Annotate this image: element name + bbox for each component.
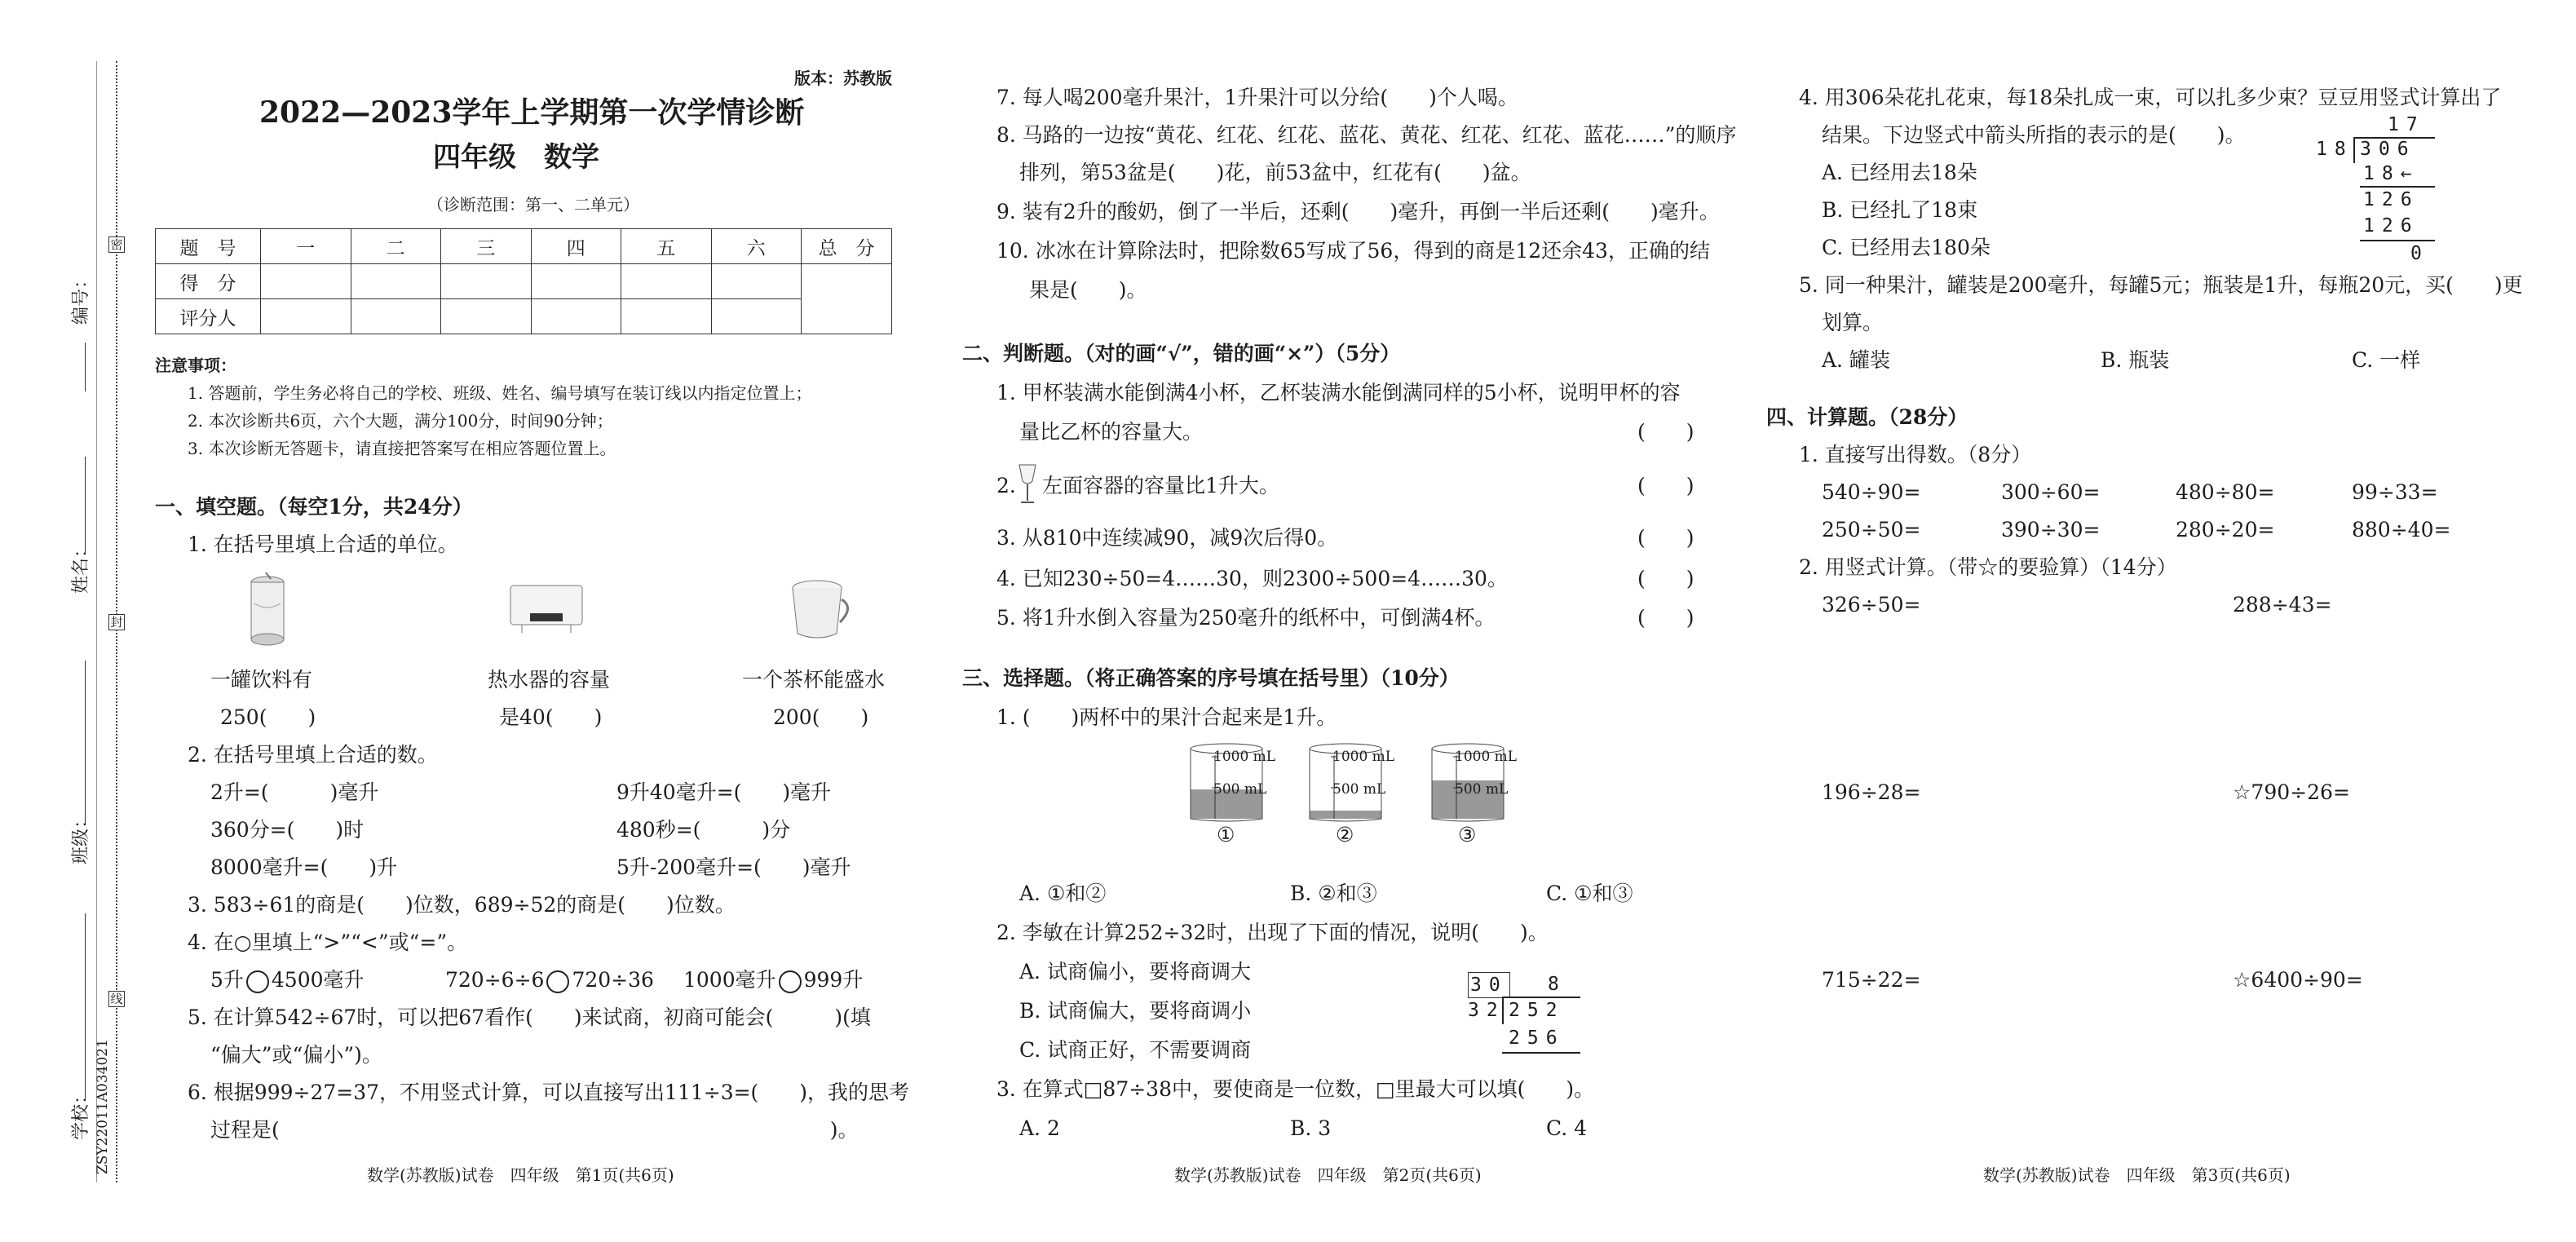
score-col: 一 — [261, 229, 351, 264]
note-item: 1. 答题前，学生务必将自己的学校、班级、姓名、编号填写在装订线以内指定位置上； — [188, 383, 812, 403]
grader-cell[interactable] — [621, 299, 712, 334]
grader-cell[interactable] — [531, 299, 621, 334]
judge-bracket[interactable]: ( ) — [1637, 606, 1695, 630]
beaker-number: ① — [1217, 823, 1235, 846]
ld-divisor: 18 — [2316, 139, 2353, 160]
beaker-number: ③ — [1458, 823, 1477, 846]
s1-q6-line1[interactable]: 6. 根据999÷27=37，不用竖式计算，可以直接写出111÷3=( )，我的思考 — [188, 1081, 910, 1104]
ld-bracket-side — [1502, 997, 1504, 1024]
s3-q4-line1: 4. 用306朵花扎花束，每18朵扎成一束，可以扎多少束？豆豆用竖式计算出了 — [1799, 86, 2502, 109]
s1-q1-item-value[interactable]: 200( ) — [773, 705, 869, 729]
ld-row: 18← — [2363, 163, 2419, 184]
ld-bracket-side — [2353, 137, 2355, 163]
beaker-top-label: 1000 mL — [1213, 749, 1276, 765]
binding-seal-mi: 密 — [108, 236, 125, 253]
score-col-header: 题 号 — [156, 229, 261, 264]
s1-q1-item-value[interactable]: 是40( ) — [499, 705, 603, 729]
s1-q5-line1[interactable]: 5. 在计算542÷67时，可以把67看作( )来试商，初商可能会( )(填 — [188, 1006, 871, 1029]
ld-divisor: 32 — [1468, 1000, 1505, 1021]
s2-q3: 3. 从810中连续减90，减9次后得0。 — [996, 526, 1338, 550]
grader-row-label: 评分人 — [156, 299, 261, 334]
class-label: 班级： — [71, 810, 91, 864]
ld-underline — [2360, 186, 2435, 188]
s3-q2-option[interactable]: B. 试商偏大，要将商调小 — [1019, 999, 1252, 1023]
s1-q6-line2[interactable]: 过程是( )。 — [210, 1118, 859, 1142]
note-item: 2. 本次诊断共6页，六个大题，满分100分，时间90分钟； — [188, 411, 613, 431]
s3-q3-option[interactable]: B. 3 — [1290, 1116, 1332, 1140]
binding-seal-feng: 封 — [108, 614, 125, 630]
judge-bracket[interactable]: ( ) — [1637, 526, 1695, 550]
beaker-mid-label: 500 mL — [1213, 781, 1267, 798]
score-col: 四 — [531, 229, 621, 264]
grader-cell[interactable] — [711, 299, 802, 334]
class-line[interactable] — [85, 661, 86, 824]
ld-row: 126 — [2363, 215, 2419, 236]
s3-q2-option[interactable]: A. 试商偏小，要将商调大 — [1019, 960, 1251, 983]
section-1-title: 一、填空题。（每空1分，共24分） — [155, 495, 473, 519]
page-footer: 数学(苏教版)试卷 四年级 第1页(共6页) — [367, 1165, 674, 1185]
ld-underline — [2360, 240, 2435, 241]
ld-boxed-30: 30 — [1468, 972, 1510, 998]
s3-q3-text: 3. 在算式□87÷38中，要使商是一位数，□里最大可以填( )。 — [996, 1077, 1595, 1101]
compare-right: 999升 — [803, 968, 864, 992]
s2-q1-line1: 1. 甲杯装满水能倒满4小杯，乙杯装满水能倒满同样的5小杯，说明甲杯的容 — [996, 381, 1681, 404]
ld-quotient: 17 — [2388, 114, 2425, 135]
ld-row: 0 — [2410, 243, 2429, 264]
ld-product: 256 — [1509, 1028, 1565, 1049]
notes-title: 注意事项： — [155, 356, 236, 375]
compare-left: 1000毫升 — [683, 968, 776, 992]
compare-circle[interactable] — [779, 970, 802, 993]
score-cell[interactable] — [351, 264, 441, 299]
tea-cup-image — [783, 575, 856, 648]
s3-q5-option[interactable]: B. 瓶装 — [2101, 348, 2170, 372]
s4-q1: 1. 直接写出得数。（8分） — [1799, 443, 2032, 466]
s3-q4-option[interactable]: C. 已经用去180朵 — [1822, 236, 1991, 259]
s3-q4-line2[interactable]: 结果。下边竖式中箭头所指的表示的是( )。 — [1822, 123, 2246, 147]
wine-glass-icon — [1016, 462, 1039, 507]
binding-solid-line — [96, 61, 97, 1182]
s4-q2-item[interactable]: 196÷28= — [1822, 780, 1921, 804]
ld-bracket-top — [1502, 997, 1580, 998]
ld-quotient: 8 — [1548, 974, 1566, 995]
beaker-juice — [1310, 811, 1381, 819]
binding-seal-xian: 线 — [108, 991, 125, 1007]
ld-bracket-top — [2353, 137, 2435, 139]
score-row-label: 得 分 — [156, 264, 261, 299]
s1-q1-item-label: 一罐饮料有 — [210, 668, 313, 692]
s1-q3[interactable]: 3. 583÷61的商是( )位数，689÷52的商是( )位数。 — [188, 893, 736, 917]
score-cell[interactable] — [441, 264, 532, 299]
section-2-title: 二、判断题。（对的画“√”，错的画“×”）（5分） — [962, 342, 1401, 365]
s3-q4-long-division — [2316, 113, 2438, 267]
note-item: 3. 本次诊断无答题卡，请直接把答案写在相应答题位置上。 — [188, 439, 616, 458]
s1-q2-item[interactable]: 5升-200毫升=( )毫升 — [616, 855, 851, 879]
score-total-cell[interactable] — [802, 264, 892, 334]
s1-q4-item[interactable] — [210, 967, 365, 993]
s4-q2-item[interactable]: 288÷43= — [2233, 593, 2332, 617]
grader-cell[interactable] — [261, 299, 351, 334]
score-col: 五 — [621, 229, 712, 264]
paper-code: ZSY22011A034021 — [95, 1039, 111, 1174]
section-3-title: 三、选择题。（将正确答案的序号填在括号里）（10分） — [962, 666, 1460, 690]
s3-q1-option[interactable]: C. ①和③ — [1546, 882, 1633, 905]
ld-underline — [1502, 1052, 1580, 1054]
s1-q4-item[interactable] — [445, 967, 654, 993]
s4-q2-item[interactable]: 715÷22= — [1822, 968, 1921, 992]
s1-q1-item-label: 一个茶杯能盛水 — [742, 668, 886, 692]
section-4-title: 四、计算题。（28分） — [1766, 405, 1968, 429]
compare-right: 4500毫升 — [271, 968, 365, 992]
score-col-total: 总 分 — [802, 229, 892, 264]
score-col: 二 — [351, 229, 441, 264]
score-cell[interactable] — [711, 264, 802, 299]
s4-q2-item[interactable]: 326÷50= — [1822, 593, 1921, 617]
exam-number-line[interactable] — [85, 343, 86, 391]
score-cell[interactable] — [261, 264, 351, 299]
s1-q8-line2[interactable]: 排列，第53盆是( )花，前53盆中，红花有( )盆。 — [1019, 161, 1531, 184]
s1-q1-item-label: 热水器的容量 — [488, 668, 611, 692]
ld-dividend: 306 — [2360, 139, 2416, 160]
s1-q7[interactable]: 7. 每人喝200毫升果汁，1升果汁可以分给( )个人喝。 — [996, 86, 1518, 109]
s1-q2: 2. 在括号里填上合适的数。 — [188, 743, 438, 767]
s1-q10-line1: 10. 冰冰在计算除法时，把除数65写成了56，得到的商是12还余43，正确的结 — [996, 239, 1710, 263]
beaker-top-label: 1000 mL — [1332, 749, 1395, 765]
s4-q1-item[interactable]: 540÷90= — [1822, 480, 1921, 504]
s1-q1-item-value[interactable]: 250( ) — [220, 705, 316, 729]
s3-q2-long-division — [1468, 972, 1582, 1062]
exam-title: 2022—2023学年上学期第一次学情诊断 — [259, 95, 805, 130]
s2-q2: 左面容器的容量比1升大。 — [1042, 474, 1279, 497]
s1-q8-line1: 8. 马路的一边按“黄花、红花、红花、蓝花、黄花、红花、红花、蓝花……”的顺序 — [996, 123, 1737, 147]
score-cell[interactable] — [621, 264, 712, 299]
beaker-top-label: 1000 mL — [1455, 749, 1518, 765]
s3-q1-option[interactable]: B. ②和③ — [1290, 882, 1377, 905]
beaker-mid-label: 500 mL — [1332, 781, 1386, 798]
s4-q1-item[interactable]: 390÷30= — [2001, 518, 2101, 541]
s3-q4-option[interactable]: B. 已经扎了18束 — [1822, 198, 1978, 222]
s2-q2-number: 2. — [996, 474, 1016, 497]
s3-q5-line1[interactable]: 5. 同一种果汁，罐装是200毫升，每罐5元；瓶装是1升，每瓶20元，买( )更 — [1799, 273, 2523, 297]
school-line[interactable] — [85, 913, 86, 1101]
s2-q1-line2: 量比乙杯的容量大。 — [1019, 420, 1204, 444]
edition-label: 版本：苏教版 — [794, 69, 892, 88]
s4-q1-item[interactable]: 480÷80= — [2176, 480, 2275, 504]
beaker-mid-label: 500 mL — [1455, 781, 1509, 798]
compare-circle[interactable] — [546, 970, 569, 993]
s3-q3[interactable] — [996, 1076, 1594, 1103]
s3-q5-line2: 划算。 — [1822, 311, 1884, 334]
score-col: 三 — [441, 229, 532, 264]
compare-left: 5升 — [210, 968, 244, 992]
s1-q10-line2[interactable]: 果是( )。 — [1029, 278, 1147, 302]
s1-q4: 4. 在○里填上“>”“<”或“=”。 — [188, 930, 468, 954]
s2-q5: 5. 将1升水倒入容量为250毫升的纸杯中，可倒满4杯。 — [996, 606, 1496, 630]
beaker-number: ② — [1336, 823, 1354, 846]
s4-q1-item[interactable]: 300÷60= — [2001, 480, 2101, 504]
s3-q3-option[interactable]: C. 4 — [1546, 1116, 1588, 1140]
s1-q2-item[interactable]: 9升40毫升=( )毫升 — [616, 780, 832, 804]
beaker-3 — [1427, 742, 1518, 846]
page-footer: 数学(苏教版)试卷 四年级 第2页(共6页) — [1174, 1165, 1482, 1185]
ld-dividend: 252 — [1509, 1000, 1565, 1021]
s1-q2-item[interactable]: 2升=( )毫升 — [210, 780, 379, 804]
score-table — [155, 228, 892, 334]
s1-q4-item[interactable] — [683, 967, 863, 993]
compare-right: 720÷36 — [572, 968, 654, 992]
judge-bracket[interactable]: ( ) — [1637, 474, 1695, 497]
s1-q5-line2: “偏大”或“偏小”)。 — [210, 1043, 382, 1067]
s1-q9[interactable]: 9. 装有2升的酸奶，倒了一半后，还剩( )毫升，再倒一半后还剩( )毫升。 — [996, 200, 1720, 223]
exam-scope: （诊断范围：第一、二单元） — [427, 195, 639, 214]
s4-q1-item[interactable]: 99÷33= — [2352, 480, 2438, 504]
grader-cell[interactable] — [441, 299, 532, 334]
drink-can-image — [243, 571, 292, 652]
water-heater-image — [506, 581, 587, 638]
beaker-1 — [1186, 742, 1276, 846]
grader-cell[interactable] — [351, 299, 441, 334]
ld-row: 126 — [2363, 189, 2419, 210]
s4-q1-item[interactable]: 880÷40= — [2352, 518, 2451, 541]
s1-q2-item[interactable]: 480秒=( )分 — [616, 818, 791, 842]
judge-bracket[interactable]: ( ) — [1637, 567, 1695, 590]
s1-q2-item[interactable]: 8000毫升=( )升 — [210, 855, 398, 879]
school-label: 学校： — [71, 1085, 91, 1140]
s3-q2[interactable]: 2. 李敏在计算252÷32时，出现了下面的情况，说明( )。 — [996, 921, 1549, 944]
s3-q5-option[interactable]: A. 罐装 — [1822, 348, 1890, 372]
s1-q2-item[interactable]: 360分=( )时 — [210, 818, 365, 842]
s3-q3-option[interactable]: A. 2 — [1019, 1116, 1060, 1140]
exam-subtitle: 四年级 数学 — [433, 141, 599, 174]
s4-q1-item[interactable]: 250÷50= — [1822, 518, 1921, 541]
judge-bracket[interactable]: ( ) — [1637, 420, 1695, 444]
compare-circle[interactable] — [246, 970, 269, 993]
compare-left: 720÷6÷6 — [445, 968, 545, 992]
s4-q2: 2. 用竖式计算。（带☆的要验算）（14分） — [1799, 555, 2177, 579]
name-line[interactable] — [85, 457, 86, 555]
s4-q1-item[interactable]: 280÷20= — [2176, 518, 2275, 541]
s3-q2-option[interactable]: C. 试商正好，不需要调商 — [1019, 1038, 1252, 1062]
s3-q1[interactable]: 1. ( )两杯中的果汁合起来是1升。 — [996, 705, 1337, 729]
s3-q4-option[interactable]: A. 已经用去18朵 — [1822, 161, 1977, 184]
s4-q2-item[interactable]: ☆790÷26= — [2233, 780, 2350, 804]
score-cell[interactable] — [531, 264, 621, 299]
s3-q1-option[interactable]: A. ①和② — [1019, 882, 1107, 905]
page-footer: 数学(苏教版)试卷 四年级 第3页(共6页) — [1983, 1165, 2291, 1185]
name-label: 姓名： — [71, 539, 91, 594]
beaker-2 — [1305, 742, 1395, 846]
s1-q1: 1. 在括号里填上合适的单位。 — [188, 533, 458, 556]
s2-q4: 4. 已知230÷50=4……30，则2300÷500=4……30。 — [996, 567, 1508, 590]
exam-number-label: 编号： — [71, 270, 91, 325]
score-col: 六 — [711, 229, 802, 264]
s4-q2-item[interactable]: ☆6400÷90= — [2233, 968, 2363, 992]
s3-q5-option[interactable]: C. 一样 — [2352, 348, 2421, 372]
